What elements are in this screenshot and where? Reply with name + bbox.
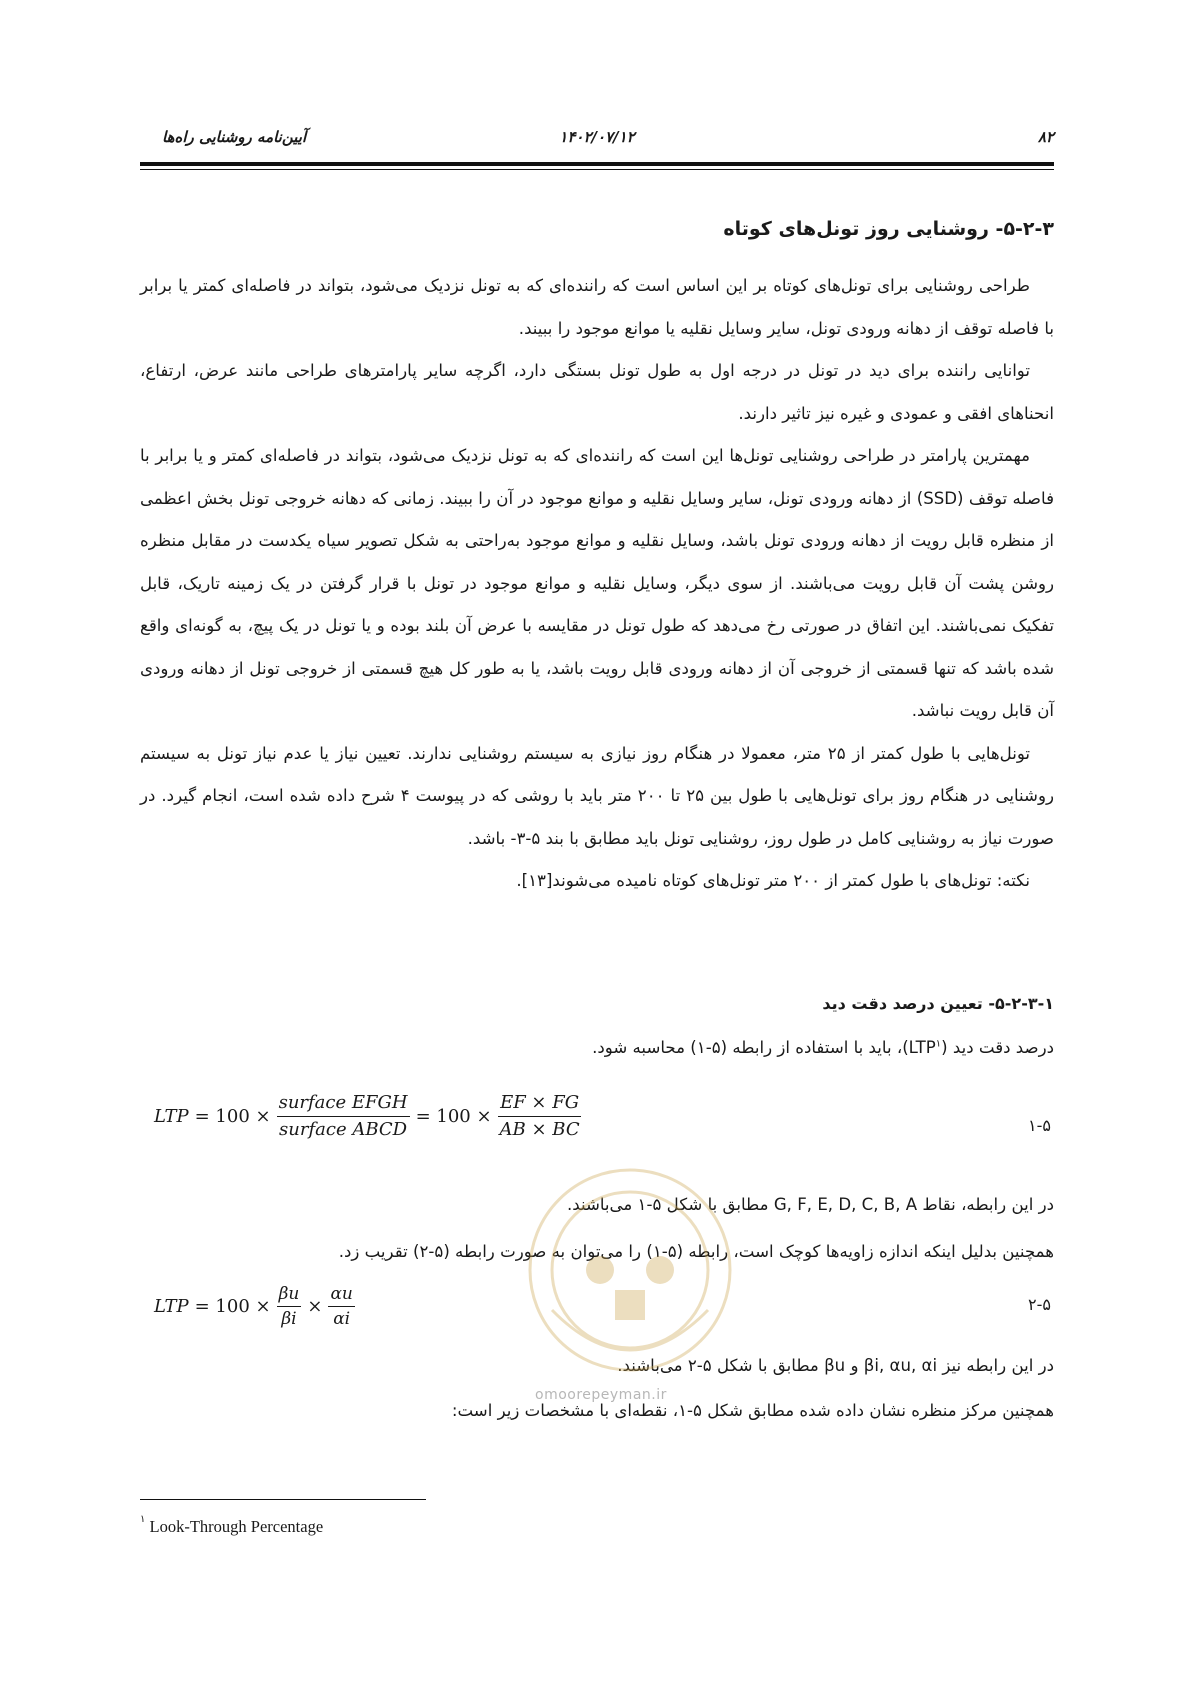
eq2-numerator-2: αu xyxy=(328,1284,354,1307)
header-rule-thin xyxy=(140,169,1054,170)
watermark-url: omoorepeyman.ir xyxy=(535,1387,667,1403)
eq2-numerator-1: βu xyxy=(277,1284,302,1307)
view-center-text: همچنین مرکز منظره نشان داده شده مطابق شکل ۵-۱، نقطه‌ای با مشخصات زیر است: xyxy=(451,1401,1054,1420)
footnote-marker: ۱ xyxy=(140,1514,146,1525)
paragraph-2: توانایی راننده برای دید در تونل در درجه اول به طول تونل بستگی دارد، اگرچه سایر پارامترهای طراحی مانند عرض، ارتفاع، انحناهای افقی و عمودی و غیره نیز تاثیر دارند. xyxy=(140,361,1054,423)
eq1-fraction-surface xyxy=(277,1092,410,1141)
ltp-intro-before: درصد دقت دید (LTP xyxy=(908,1038,1054,1057)
footnote-ref: ۱ xyxy=(935,1038,942,1050)
subsection-heading: ۵-۲-۳-۱- تعیین درصد دقت دید xyxy=(822,994,1054,1013)
eq2-lhs: LTP xyxy=(154,1296,189,1317)
eq1-fraction-sides xyxy=(498,1092,582,1141)
eq1-hundred: = 100 × xyxy=(194,1106,271,1127)
eq2-explanation: در این رابطه نیز βi, αu, αi و βu مطابق با شکل ۵-۲ می‌باشند. xyxy=(617,1356,1054,1375)
header-title: آیین‌نامه روشنایی راه‌ها xyxy=(162,128,307,146)
eq1-denominator-1: surface ABCD xyxy=(279,1119,408,1140)
equation-2 xyxy=(154,1284,361,1329)
footnote-rule xyxy=(140,1499,426,1500)
footnote-text: Look-Through Percentage xyxy=(149,1517,324,1536)
eq2-fraction-alpha xyxy=(328,1284,354,1329)
section-heading: ۵-۲-۳- روشنایی روز تونل‌های کوتاه xyxy=(723,218,1054,240)
paragraph-3: مهمترین پارامتر در طراحی روشنایی تونل‌ها این است که راننده‌ای که به تونل نزدیک می‌شود، بتواند در فاصله‌ای کمتر و یا برابر با فاصله توقف (SSD) از دهانه ورودی تونل، سایر وسایل نقلیه و موانع موجود در آن را ببیند. زمانی که دهانه خروجی تونل بخش اعظمی از منظره قابل رویت از دهانه ورودی تونل باشد، وسایل نقلیه و موانع موجود به‌راحتی به شکل تصویر سیاه یکدست در مقابل منظره روشن پشت آن قابل رویت می‌باشند. از سوی دیگر، وسایل نقلیه و موانع موجود در تونل با قرار گرفتن در یک زمینه تاریک، قابل تفکیک نمی‌باشند. این اتفاق در صورتی رخ می‌دهد که طول تونل در مقایسه با عرض آن بلند بوده و یا تونل در یک پیچ، به گونه‌ای واقع شده باشد که تنها قسمتی از خروجی آن از دهانه ورودی قابل رویت باشد، یا به طور کل هیچ قسمتی از خروجی تونل از دهانه ورودی آن قابل رویت نباشد. xyxy=(140,446,1054,720)
section-body xyxy=(140,265,1054,903)
equation-1 xyxy=(154,1092,588,1141)
note-paragraph: نکته: تونل‌های با طول کمتر از ۲۰۰ متر تونل‌های کوتاه نامیده می‌شوند[۱۳]. xyxy=(516,871,1030,890)
eq1-lhs: LTP xyxy=(154,1106,189,1127)
eq1-mid: = 100 × xyxy=(415,1106,492,1127)
footnote xyxy=(140,1514,324,1537)
eq2-fraction-beta xyxy=(277,1284,302,1329)
ltp-intro-line xyxy=(592,1038,1054,1057)
eq2-times: × xyxy=(307,1296,323,1317)
running-header xyxy=(140,128,1054,154)
eq1-denominator-2: AB × BC xyxy=(499,1119,580,1140)
equation-2-number: ۲-۵ xyxy=(1028,1295,1051,1314)
ltp-intro-after: )، باید با استفاده از رابطه (۵-۱) محاسبه شود. xyxy=(592,1038,909,1057)
eq1-explanation: در این رابطه، نقاط G, F, E, D, C, B, A مطابق با شکل ۵-۱ می‌باشند. xyxy=(566,1195,1054,1214)
equation-1-number: ۱-۵ xyxy=(1028,1116,1051,1135)
paragraph-4: تونل‌هایی با طول کمتر از ۲۵ متر، معمولا در هنگام روز نیازی به سیستم روشنایی ندارند. تعیین نیاز یا عدم نیاز تونل به سیستم روشنایی در هنگام روز برای تونل‌هایی با طول بین ۲۵ تا ۲۰۰ متر باید با روشی که در پیوست ۴ شرح داده شده است، انجام گیرد. در صورت نیاز به روشنایی کامل در طول روز، روشنایی تونل باید مطابق با بند ۵-۳- باشد. xyxy=(140,743,1054,848)
eq2-denominator-2: αi xyxy=(333,1309,351,1329)
paragraph-1: طراحی روشنایی برای تونل‌های کوتاه بر این اساس است که راننده‌ای که به تونل نزدیک می‌شود، بتواند در فاصله‌ای کمتر یا برابر با فاصله توقف از دهانه ورودی تونل، سایر وسایل نقلیه یا موانع موجود را ببیند. xyxy=(140,276,1054,338)
eq1-numerator-2: EF × FG xyxy=(498,1092,581,1117)
header-date: ۱۴۰۲/۰۷/۱۲ xyxy=(559,128,635,146)
eq2-hundred: = 100 × xyxy=(194,1296,271,1317)
approximation-text: همچنین بدلیل اینکه اندازه زاویه‌ها کوچک است، رابطه (۵-۱) را می‌توان به صورت رابطه (۵-۲) تقریب زد. xyxy=(338,1242,1054,1261)
header-rule-thick xyxy=(140,162,1054,166)
page-number: ۸۲ xyxy=(1037,128,1054,146)
eq2-denominator-1: βi xyxy=(281,1309,297,1329)
watermark-seal-icon xyxy=(490,1150,770,1410)
eq1-numerator-1: surface EFGH xyxy=(277,1092,410,1117)
